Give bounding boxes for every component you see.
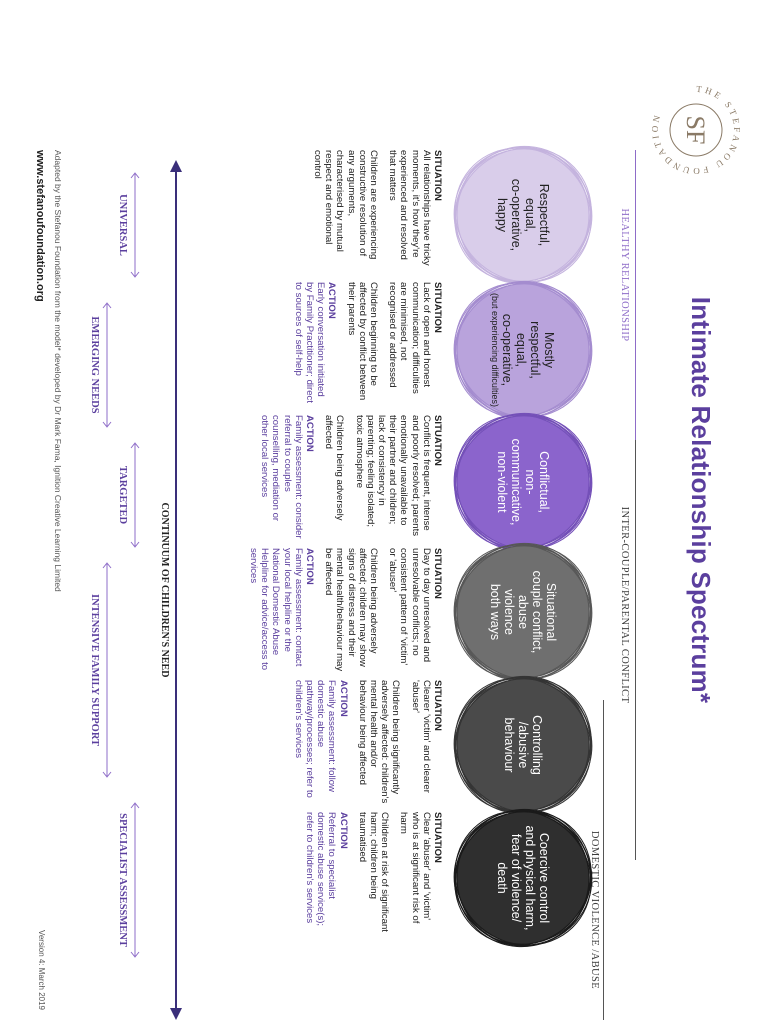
tier-intensive-family-support: INTENSIVE FAMILY SUPPORT xyxy=(89,593,100,747)
circle-label-line: co-operative, xyxy=(500,313,514,387)
column-1 xyxy=(312,150,443,274)
children-text: Children at risk of significant harm; children being traumatised xyxy=(356,812,391,932)
situation-text: All relationships have tricky moments, it's how they're experienced and resolved that matters xyxy=(387,150,432,266)
circle-label-line: death xyxy=(495,862,509,894)
circle-label-line: both ways xyxy=(488,583,502,641)
header-domestic-violence: DOMESTIC VIOLENCE /ABUSE xyxy=(589,830,600,990)
children-text: Children are experiencing constructive resolution of any arguments, characterised by mutual respect and emotional control xyxy=(311,150,379,260)
circle-label-line: non-violent xyxy=(495,451,509,513)
children-text: Children being adversely affected xyxy=(323,415,346,521)
tier-range-arrow xyxy=(130,800,140,960)
circle-label xyxy=(465,687,581,803)
circle-label xyxy=(465,424,581,540)
spectrum-circle-4 xyxy=(451,540,595,684)
situation-text: Clear 'abuser' and 'victim' who is at significant risk of harm xyxy=(398,812,432,924)
spectrum-circle-5 xyxy=(451,673,595,817)
circle-label-line: communicative, xyxy=(509,438,523,526)
circle-label-line: Controlling xyxy=(530,715,544,775)
circle-label-line: Coercive control xyxy=(537,832,551,924)
tier-range-arrow xyxy=(130,170,140,280)
circle-label-line: violence xyxy=(502,589,516,635)
action-heading: ACTION xyxy=(326,282,338,319)
action-heading: ACTION xyxy=(303,415,315,452)
circle-label-line: non- xyxy=(523,469,537,495)
tier-range-arrow xyxy=(102,300,112,430)
circle-label-line: respectful, xyxy=(528,321,542,379)
spectrum-circle-1 xyxy=(451,143,595,287)
circle-label xyxy=(465,820,581,936)
column-5 xyxy=(293,680,443,804)
action-heading: ACTION xyxy=(337,812,349,849)
situation-heading: SITUATION xyxy=(432,680,443,731)
action-text: Family assessment: consider referral to couples counselling, mediation or other local services xyxy=(259,415,304,539)
circle-label-line: and physical harm, xyxy=(523,825,537,931)
action-text: Family assessment: follow domestic abuse pathway/processes; refer to children's services xyxy=(292,680,338,798)
circle-label-line: behaviour xyxy=(502,717,516,773)
logo-initials: SF xyxy=(681,115,710,145)
column-4 xyxy=(248,548,443,672)
situation-text: Day to day unresolved and unresolvable conflicts; no consistent pattern of 'victim' or 'abuser' xyxy=(387,548,432,666)
tier-range-arrow xyxy=(130,440,140,550)
situation-heading: SITUATION xyxy=(432,150,443,201)
action-text: Early conversation initiated by Family Practitioner; direct to sources of self-help xyxy=(292,282,327,404)
circle-label xyxy=(465,554,581,670)
situation-text: Lack of open and honest communication; difficulties are minimised, not recognised or addressed xyxy=(387,282,432,394)
spectrum-circle-3 xyxy=(451,410,595,554)
situation-heading: SITUATION xyxy=(432,282,443,333)
circle-label-line: /abusive xyxy=(516,721,530,769)
children-text: Children beginning to be affected by conflict between their parents xyxy=(345,282,379,401)
circle-label xyxy=(465,157,581,273)
page-title: Intimate Relationship Spectrum* xyxy=(686,296,716,704)
action-heading: ACTION xyxy=(303,548,315,585)
conflict-bracket xyxy=(635,440,636,860)
header-parental-conflict: INTER-COUPLE/PARENTAL CONFLICT xyxy=(619,506,630,704)
circle-label xyxy=(465,292,581,408)
circle-label-line: co-operative, xyxy=(509,178,523,252)
action-heading: ACTION xyxy=(337,680,349,717)
circle-label-line: Mostly xyxy=(542,331,556,369)
website-link[interactable]: www.stefanoufoundation.org xyxy=(34,150,46,302)
situation-text: Conflict is frequent, intense and poorly resolved; parents emotionally unavailable to their partner and children; lack of consistency in parenting; feeling isolated; toxic atmosphere xyxy=(353,415,432,537)
header-healthy-relationship: HEALTHY RELATIONSHIP xyxy=(619,208,630,342)
version-text: Version 4: March 2019 xyxy=(37,929,46,1010)
circle-label-line: happy xyxy=(495,197,509,233)
circle-label-line: abuse xyxy=(516,594,530,630)
children-text: Children being significantly adversely affected: children's mental health and/or behaviour being affected xyxy=(356,680,402,804)
healthy-bracket xyxy=(635,150,636,440)
children-text: Children being adversely affected; children may show signs of distress and their mental health/behaviour may be affected xyxy=(323,548,379,672)
circle-label-line: fear of violence/ xyxy=(509,833,523,923)
credit-text: Adapted by the Stefanou Foundation from the model* developed by Dr Mark Fama, Ignition Creative Learning Limited xyxy=(53,150,63,592)
action-text: Family assessment: contact your local helpline or the National Domestic Abuse Helpline for advice/access to services xyxy=(247,548,304,671)
column-3 xyxy=(259,415,443,539)
situation-text: Clearer 'victim' and clearer 'abuser' xyxy=(409,680,432,793)
circle-label-line: equal, xyxy=(523,197,537,233)
column-2 xyxy=(293,282,443,406)
circle-label-line: couple conflict, xyxy=(530,570,544,654)
continuum-label: CONTINUUM OF CHILDREN'S NEED xyxy=(159,502,170,678)
tier-range-arrow xyxy=(102,560,112,780)
spectrum-circle-2 xyxy=(451,278,595,422)
column-6 xyxy=(304,812,443,936)
tier-emerging-needs: EMERGING NEEDS xyxy=(89,316,100,414)
circle-label-line: equal, xyxy=(514,332,528,368)
circle-sublabel: (but experiencing difficulties) xyxy=(490,293,500,407)
situation-heading: SITUATION xyxy=(432,812,443,863)
circle-label-line: Respectful, xyxy=(537,183,551,247)
circle-label-line: Conflictual, xyxy=(537,451,551,513)
logo-ring-text: THE STEFANOU FOUNDATION xyxy=(649,83,743,177)
action-text: Referral to specialist domestic abuse service(s); refer to children's services xyxy=(303,812,338,927)
situation-heading: SITUATION xyxy=(432,415,443,466)
tier-universal: UNIVERSAL xyxy=(117,194,128,256)
circle-label-line: Situational xyxy=(544,582,558,642)
dv-bracket xyxy=(603,700,604,1020)
tier-specialist-assessment: SPECIALIST ASSESSMENT xyxy=(117,813,128,947)
spectrum-circle-6 xyxy=(451,806,595,950)
situation-heading: SITUATION xyxy=(432,548,443,599)
tier-targeted: TARGETED xyxy=(117,465,128,525)
